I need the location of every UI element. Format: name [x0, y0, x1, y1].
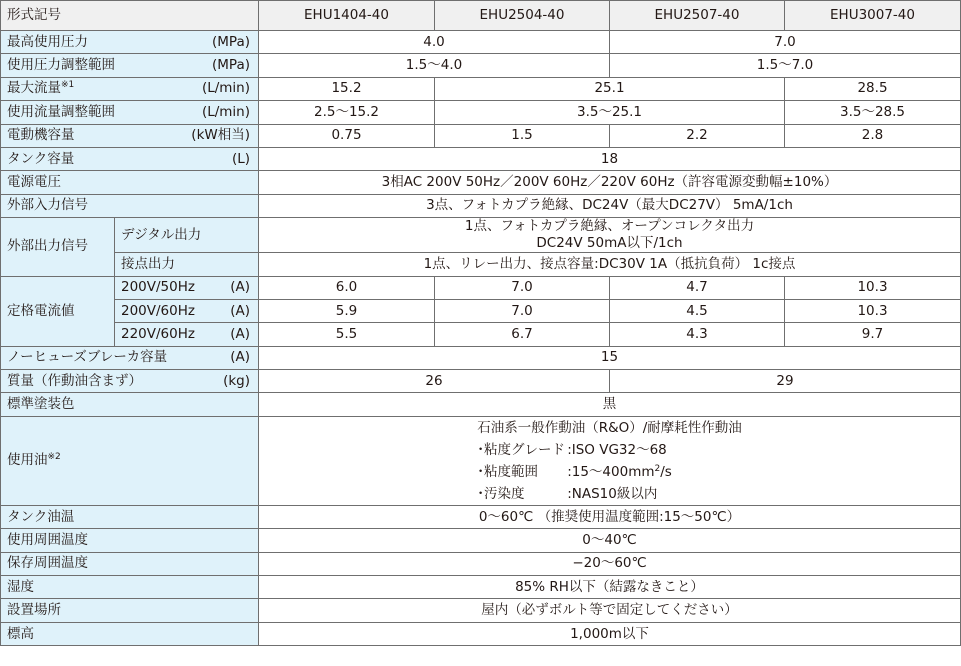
cell-value: 1,000m以下	[259, 622, 961, 645]
label-text: 最大流量	[7, 80, 61, 97]
sub-label-text: 200V/50Hz	[121, 279, 195, 296]
unit-text: (A)	[230, 349, 250, 366]
oil-viscosity-value: :15〜400mm	[567, 463, 655, 480]
row-label: 外部入力信号	[1, 194, 259, 217]
oil-viscosity	[477, 461, 742, 483]
unit-text: (L/min)	[201, 80, 250, 97]
row-storage-temp	[1, 552, 961, 575]
row-pressure-range	[1, 54, 961, 77]
cell-value: 7.0	[435, 299, 610, 322]
label-text: 使用油	[7, 452, 48, 469]
row-label	[1, 416, 259, 505]
sub-label: デジタル出力	[115, 218, 259, 253]
unit-text: (A)	[230, 325, 250, 342]
unit-text: (kW相当)	[191, 127, 250, 144]
row-flow-range	[1, 101, 961, 124]
cell-value: 6.7	[435, 323, 610, 346]
cell-value: 29	[610, 370, 961, 393]
cell-value: 7.0	[610, 31, 961, 54]
cell-value: 15.2	[259, 77, 435, 100]
cell-value: 0〜60℃ （推奨使用温度範囲:15〜50℃）	[259, 505, 961, 528]
footnote-mark: ※2	[47, 452, 61, 463]
row-ambient-temp	[1, 529, 961, 552]
row-label: 設置場所	[1, 599, 259, 622]
digital-line-2: DC24V 50mA以下/1ch	[536, 235, 683, 252]
label-text: 最高使用圧力	[7, 33, 88, 50]
cell-value: 2.8	[785, 124, 961, 147]
cell-value: 4.0	[259, 31, 610, 54]
unit-text: (kg)	[223, 372, 250, 389]
row-ext-output-digital	[1, 218, 961, 253]
label-text: 使用圧力調整範囲	[7, 57, 115, 74]
sub-label-text: 220V/60Hz	[121, 325, 195, 342]
header-label: 形式記号	[1, 1, 259, 31]
sub-label: 接点出力	[115, 253, 259, 276]
row-label: 標準塗装色	[1, 393, 259, 416]
unit-text: (MPa)	[212, 57, 250, 74]
cell-value: 4.5	[610, 299, 785, 322]
oil-viscosity-label: ･粘度範囲	[477, 463, 538, 480]
footnote-mark: ※1	[61, 80, 75, 91]
row-label: 電源電圧	[1, 171, 259, 194]
row-humidity	[1, 576, 961, 599]
cell-value: 3点、フォトカプラ絶縁、DC24V（最大DC27V） 5mA/1ch	[259, 194, 961, 217]
row-location	[1, 599, 961, 622]
row-label	[1, 346, 259, 369]
row-current-1	[1, 276, 961, 299]
row-tank	[1, 147, 961, 170]
cell-value: 2.5〜15.2	[259, 101, 435, 124]
cell-value: 3.5〜25.1	[435, 101, 785, 124]
header-row	[1, 1, 961, 31]
row-current-3	[1, 323, 961, 346]
row-color	[1, 393, 961, 416]
row-label	[1, 31, 259, 54]
row-label: 標高	[1, 622, 259, 645]
row-max-pressure	[1, 31, 961, 54]
oil-type: 石油系一般作動油（R&O）/耐摩耗性作動油	[477, 419, 742, 436]
row-label	[1, 147, 259, 170]
cell-value: 15	[259, 346, 961, 369]
model-header: EHU3007-40	[785, 1, 961, 31]
sub-label	[115, 323, 259, 346]
row-label	[1, 101, 259, 124]
row-label	[1, 54, 259, 77]
oil-grade-value: :ISO VG32〜68	[567, 441, 667, 458]
row-mass	[1, 370, 961, 393]
row-altitude	[1, 622, 961, 645]
oil-spec	[477, 417, 742, 505]
cell-value	[259, 218, 961, 253]
cell-value: 10.3	[785, 299, 961, 322]
model-header: EHU1404-40	[259, 1, 435, 31]
unit-text: (L)	[231, 150, 250, 167]
row-breaker	[1, 346, 961, 369]
label-text: ノーヒューズブレーカ容量	[7, 349, 168, 366]
row-label	[1, 124, 259, 147]
cell-value: 1.5	[435, 124, 610, 147]
label-text: 使用流量調整範囲	[7, 103, 115, 120]
unit-text: (L/min)	[201, 103, 250, 120]
unit-text: (MPa)	[212, 33, 250, 50]
cell-value: 1点、リレー出力、接点容量:DC30V 1A（抵抗負荷） 1c接点	[259, 253, 961, 276]
sub-label	[115, 299, 259, 322]
row-label: 外部出力信号	[1, 218, 115, 276]
cell-value: 3.5〜28.5	[785, 101, 961, 124]
row-power	[1, 171, 961, 194]
row-oil	[1, 416, 961, 505]
cell-value: 9.7	[785, 323, 961, 346]
cell-value: 5.9	[259, 299, 435, 322]
cell-value: 屋内（必ずボルト等で固定してください）	[259, 599, 961, 622]
cell-value: 7.0	[435, 276, 610, 299]
model-header: EHU2504-40	[435, 1, 610, 31]
model-header: EHU2507-40	[610, 1, 785, 31]
oil-viscosity-sup: 2	[654, 463, 661, 474]
sub-label-text: 200V/60Hz	[121, 302, 195, 319]
oil-viscosity-unit: /s	[660, 463, 672, 480]
cell-value: 4.7	[610, 276, 785, 299]
cell-value: 25.1	[435, 77, 785, 100]
row-label: 湿度	[1, 576, 259, 599]
row-label	[1, 77, 259, 100]
oil-contamination-label: ･汚染度	[477, 485, 525, 502]
row-current-2	[1, 299, 961, 322]
label-text: 電動機容量	[7, 127, 75, 144]
cell-value: 18	[259, 147, 961, 170]
label-text: 質量（作動油含まず）	[7, 372, 142, 389]
label-text: タンク容量	[7, 150, 75, 167]
cell-value: 26	[259, 370, 610, 393]
digital-line-1: 1点、フォトカプラ絶縁、オープンコレクタ出力	[464, 218, 755, 235]
row-label: 定格電流値	[1, 276, 115, 346]
cell-value: 黒	[259, 393, 961, 416]
oil-contamination	[477, 483, 742, 505]
oil-grade	[477, 439, 742, 461]
cell-value: 0〜40℃	[259, 529, 961, 552]
cell-value: 2.2	[610, 124, 785, 147]
cell-value: 0.75	[259, 124, 435, 147]
row-max-flow	[1, 77, 961, 100]
cell-value: 6.0	[259, 276, 435, 299]
cell-value: 3相AC 200V 50Hz／200V 60Hz／220V 60Hz（許容電源変動幅±10%）	[259, 171, 961, 194]
cell-value: 5.5	[259, 323, 435, 346]
cell-value: 1.5〜7.0	[610, 54, 961, 77]
unit-text: (A)	[230, 302, 250, 319]
row-label: 保存周囲温度	[1, 552, 259, 575]
oil-contamination-value: :NAS10級以内	[567, 485, 658, 502]
row-label	[1, 370, 259, 393]
row-label: タンク油温	[1, 505, 259, 528]
cell-value: 10.3	[785, 276, 961, 299]
row-ext-input	[1, 194, 961, 217]
cell-value: 1.5〜4.0	[259, 54, 610, 77]
row-tank-temp	[1, 505, 961, 528]
cell-value	[259, 416, 961, 505]
row-motor	[1, 124, 961, 147]
row-ext-output-contact	[1, 253, 961, 276]
sub-label	[115, 276, 259, 299]
row-label: 使用周囲温度	[1, 529, 259, 552]
unit-text: (A)	[230, 279, 250, 296]
cell-value: 85% RH以下（結露なきこと）	[259, 576, 961, 599]
cell-value: 4.3	[610, 323, 785, 346]
cell-value: 28.5	[785, 77, 961, 100]
oil-grade-label: ･粘度グレード	[477, 441, 565, 458]
cell-value: −20〜60℃	[259, 552, 961, 575]
